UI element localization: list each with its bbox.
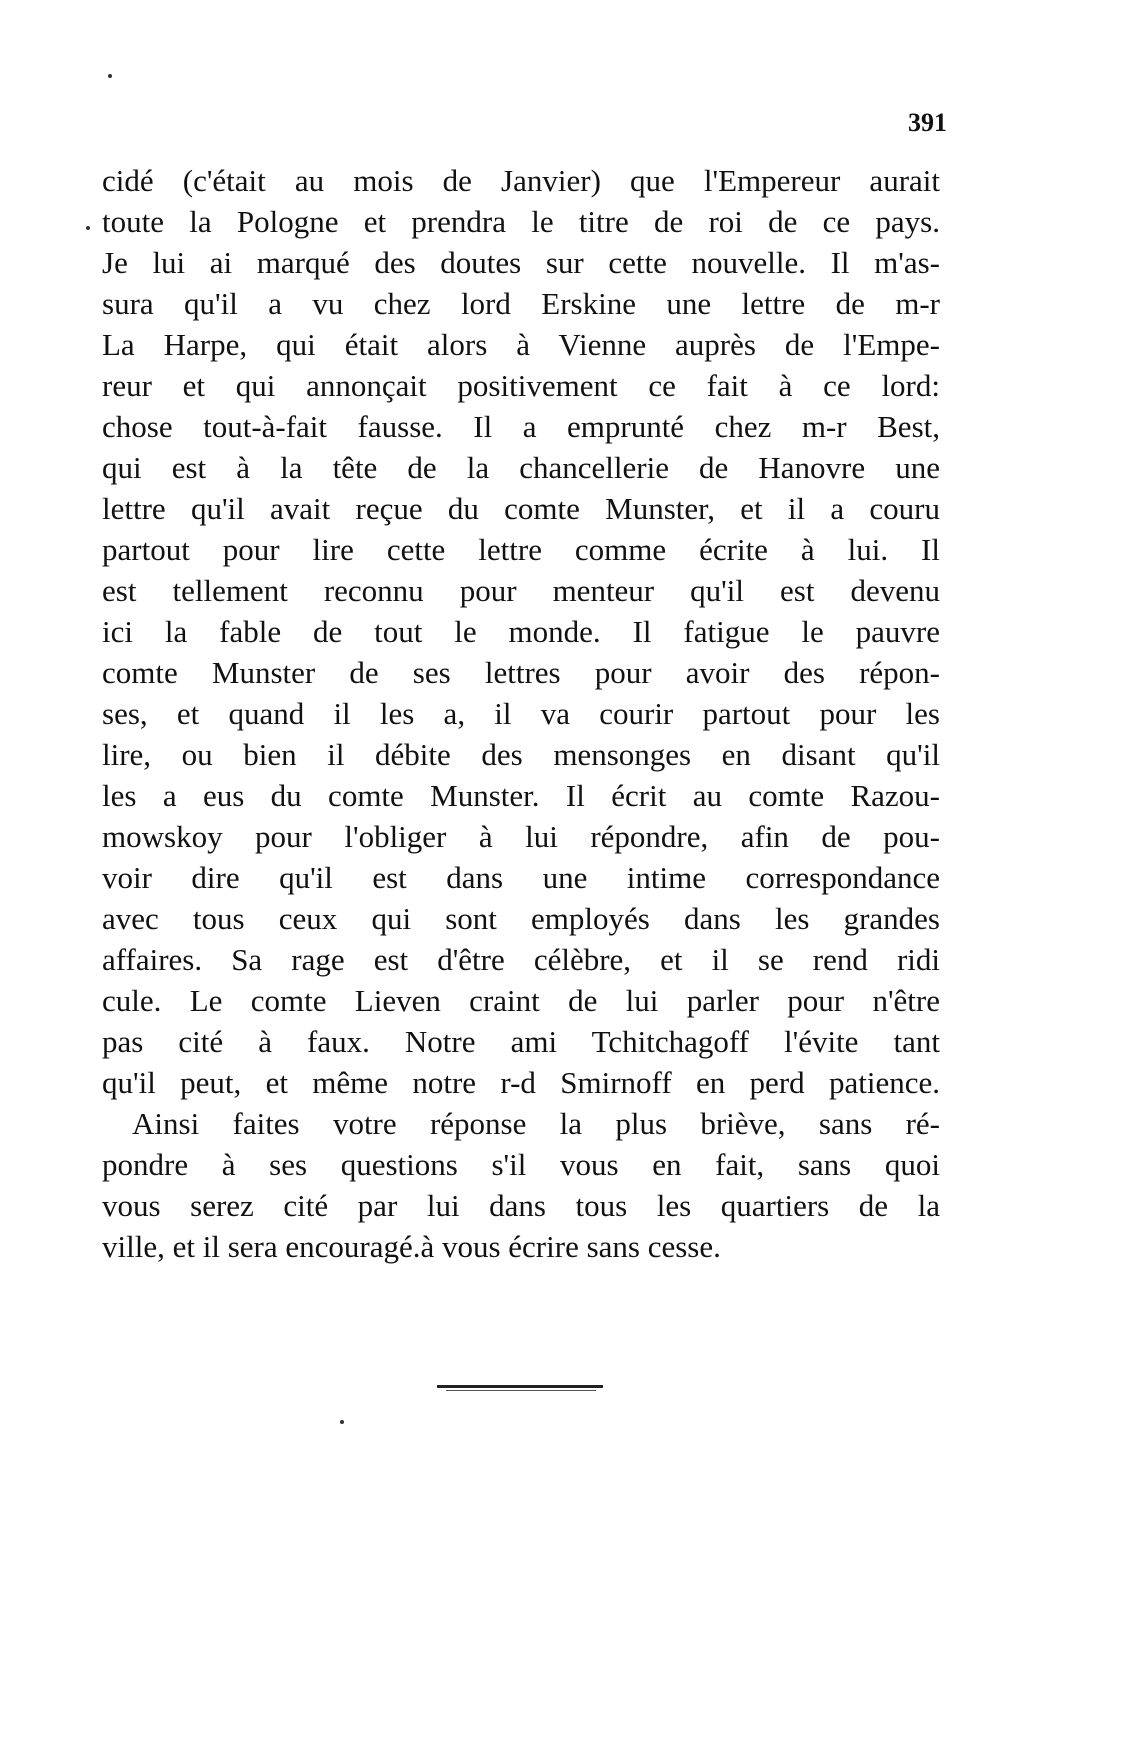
text-line: pas cité à faux. Notre ami Tchitchagoff l'évite tant [102, 1024, 940, 1059]
text-line: qui est à la tête de la chancellerie de Hanovre une [102, 450, 940, 485]
text-line: les a eus du comte Munster. Il écrit au comte Razou- [102, 778, 940, 813]
text-line: voir dire qu'il est dans une intime correspondance [102, 860, 940, 895]
text-line: lettre qu'il avait reçue du comte Munster, et il a couru [102, 491, 940, 526]
text-line: toute la Pologne et prendra le titre de roi de ce pays. [102, 204, 940, 239]
text-line: ville, et il sera encouragé.à vous écrire sans cesse. [102, 1229, 721, 1264]
text-line: Je lui ai marqué des doutes sur cette nouvelle. Il m'as- [102, 245, 940, 280]
text-line: qu'il peut, et même notre r-d Smirnoff en perd patience. [102, 1065, 940, 1100]
text-line: avec tous ceux qui sont employés dans les grandes [102, 901, 940, 936]
text-line: affaires. Sa rage est d'être célèbre, et il se rend ridi [102, 942, 940, 977]
text-line: La Harpe, qui était alors à Vienne auprès de l'Empe- [102, 327, 940, 362]
paragraph-2 [102, 1103, 940, 1267]
text-line: ses, et quand il les a, il va courir partout pour les [102, 696, 940, 731]
text-line: cule. Le comte Lieven craint de lui parler pour n'être [102, 983, 940, 1018]
text-line: partout pour lire cette lettre comme écrite à lui. Il [102, 532, 940, 567]
text-line: comte Munster de ses lettres pour avoir des répon- [102, 655, 940, 690]
text-line: lire, ou bien il débite des mensonges en disant qu'il [102, 737, 940, 772]
text-line: cidé (c'était au mois de Janvier) que l'Empereur aurait [102, 163, 940, 198]
print-speck [340, 1420, 344, 1424]
text-line: Ainsi faites votre réponse la plus briève, sans ré- [132, 1106, 940, 1141]
text-line: pondre à ses questions s'il vous en fait, sans quoi [102, 1147, 940, 1182]
print-speck [86, 226, 90, 230]
page-number: 391 [908, 108, 947, 137]
text-line: mowskoy pour l'obliger à lui répondre, afin de pou- [102, 819, 940, 854]
paragraph-1 [102, 160, 940, 1103]
text-line: vous serez cité par lui dans tous les quartiers de la [102, 1188, 940, 1223]
text-line: chose tout-à-fait fausse. Il a emprunté chez m-r Best, [102, 409, 940, 444]
body-text [102, 160, 940, 1267]
section-separator [437, 1385, 603, 1388]
print-speck [108, 74, 112, 78]
text-line: est tellement reconnu pour menteur qu'il est devenu [102, 573, 940, 608]
text-line: sura qu'il a vu chez lord Erskine une lettre de m-r [102, 286, 940, 321]
text-line: reur et qui annonçait positivement ce fait à ce lord: [102, 368, 940, 403]
section-separator-underline [446, 1390, 596, 1391]
text-line: ici la fable de tout le monde. Il fatigue le pauvre [102, 614, 940, 649]
